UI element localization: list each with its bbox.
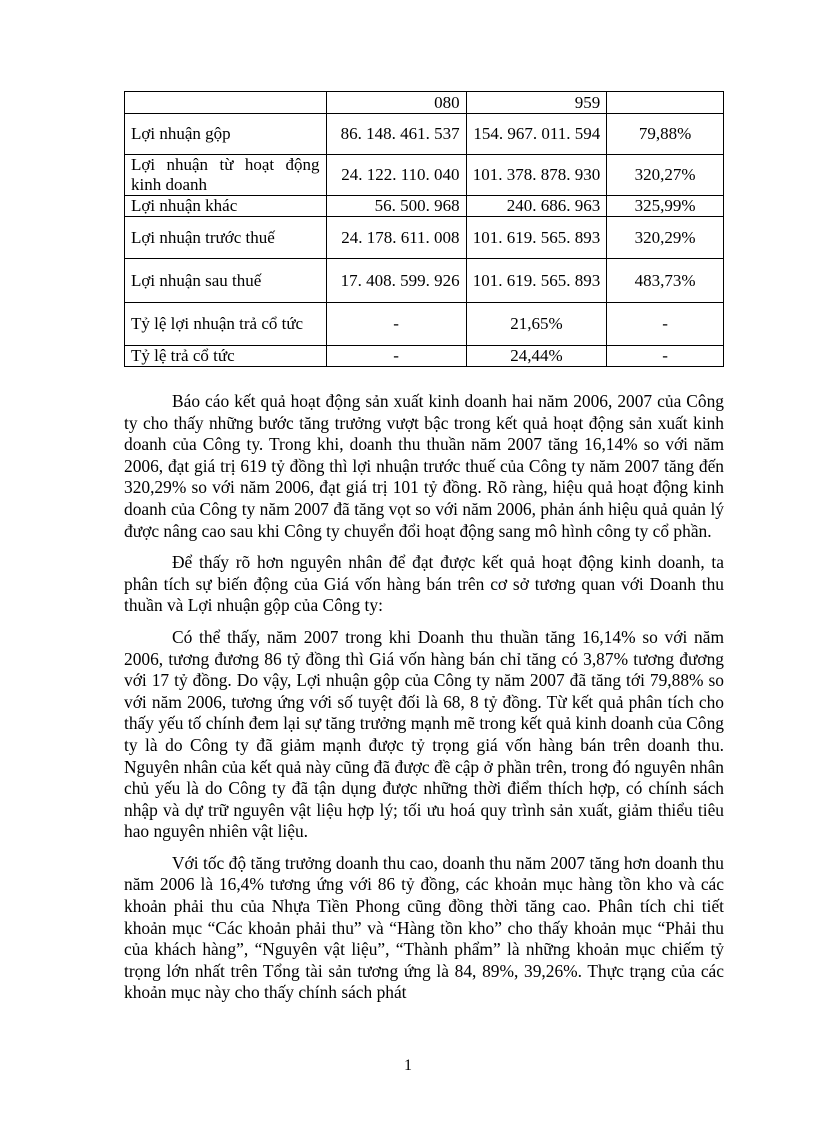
- change-percent: 483,73%: [607, 259, 724, 303]
- table-row: [125, 155, 724, 196]
- table-row: [125, 92, 724, 114]
- table-row: [125, 196, 724, 217]
- paragraph: Để thấy rõ hơn nguyên nhân để đạt được kết quả hoạt động kinh doanh, ta phân tích sự biến động của Giá vốn hàng bán trên cơ sở tương quan với Doanh thu thuần và Lợi nhuận gộp của Công ty:: [124, 552, 724, 616]
- change-percent: -: [607, 346, 724, 367]
- row-label: Tỷ lệ lợi nhuận trả cổ tức: [125, 303, 327, 346]
- value-2006: 24. 178. 611. 008: [326, 217, 466, 259]
- change-percent: -: [607, 303, 724, 346]
- value-2006: 17. 408. 599. 926: [326, 259, 466, 303]
- change-percent: 320,27%: [607, 155, 724, 196]
- change-percent: 320,29%: [607, 217, 724, 259]
- change-percent: 79,88%: [607, 114, 724, 155]
- table-row: [125, 346, 724, 367]
- value-2006: 24. 122. 110. 040: [326, 155, 466, 196]
- value-2007: 959: [466, 92, 607, 114]
- value-2007: 101. 619. 565. 893: [466, 259, 607, 303]
- table-row: [125, 217, 724, 259]
- paragraph: Báo cáo kết quả hoạt động sản xuất kinh doanh hai năm 2006, 2007 của Công ty cho thấy những bước tăng trưởng vượt bậc trong kết quả hoạt động sản xuất kinh doanh của Công ty. Trong khi, doanh thu thuần năm 2007 tăng 16,14% so với năm 2006, đạt giá trị 619 tỷ đồng thì lợi nhuận trước thuế của Công ty năm 2007 tăng đến 320,29% so với năm 2006, đạt giá trị 101 tỷ đồng. Rõ ràng, hiệu quả hoạt động kinh doanh của Công ty năm 2007 đã tăng vọt so với năm 2006, phản ánh hiệu quả quản lý được nâng cao sau khi Công ty chuyển đổi hoạt động sang mô hình công ty cổ phần.: [124, 391, 724, 541]
- value-2007: 21,65%: [466, 303, 607, 346]
- value-2006: 080: [326, 92, 466, 114]
- financial-results-table: [124, 91, 724, 367]
- row-label: [125, 92, 327, 114]
- value-2007: 240. 686. 963: [466, 196, 607, 217]
- paragraph: Có thể thấy, năm 2007 trong khi Doanh thu thuần tăng 16,14% so với năm 2006, tương đương 86 tỷ đồng thì Giá vốn hàng bán chỉ tăng có 3,87% tương đương với 17 tỷ đồng. Do vậy, Lợi nhuận gộp của Công ty năm 2007 đã tăng tới 79,88% so với năm 2006, tương ứng với số tuyệt đối là 68, 8 tỷ đồng. Từ kết quả phân tích cho thấy yếu tố chính đem lại sự tăng trưởng mạnh mẽ trong kết quả kinh doanh của Công ty là do Công ty đã giảm mạnh được tỷ trọng giá vốn hàng bán trên doanh thu. Nguyên nhân của kết quả này cũng đã được đề cập ở phần trên, trong đó nguyên nhân chủ yếu là do Công ty đã tận dụng được những thời điểm thích hợp, có chính sách nhập và dự trữ nguyên vật liệu hợp lý; tối ưu hoá quy trình sản xuất, giảm thiểu tiêu hao nguyên nhiên vật liệu.: [124, 626, 724, 842]
- row-label: Lợi nhuận gộp: [125, 114, 327, 155]
- row-label: Tỷ lệ trả cổ tức: [125, 346, 327, 367]
- page-number: 1: [404, 1057, 412, 1074]
- table-row: [125, 259, 724, 303]
- row-label: Lợi nhuận khác: [125, 196, 327, 217]
- row-label: Lợi nhuận sau thuế: [125, 259, 327, 303]
- row-label: Lợi nhuận trước thuế: [125, 217, 327, 259]
- row-label: Lợi nhuận từ hoạt động kinh doanh: [125, 155, 327, 196]
- value-2006: -: [326, 303, 466, 346]
- body-text: [124, 391, 724, 1014]
- value-2007: 24,44%: [466, 346, 607, 367]
- value-2007: 101. 378. 878. 930: [466, 155, 607, 196]
- value-2006: -: [326, 346, 466, 367]
- value-2006: 86. 148. 461. 537: [326, 114, 466, 155]
- value-2007: 101. 619. 565. 893: [466, 217, 607, 259]
- value-2007: 154. 967. 011. 594: [466, 114, 607, 155]
- change-percent: 325,99%: [607, 196, 724, 217]
- paragraph: Với tốc độ tăng trưởng doanh thu cao, doanh thu năm 2007 tăng hơn doanh thu năm 2006 là 16,4% tương ứng với 86 tỷ đồng, các khoản mục hàng tồn kho và các khoản phải thu của Nhựa Tiền Phong cũng đồng thời tăng cao. Phân tích chi tiết khoản mục “Các khoản phải thu” và “Hàng tồn kho” cho thấy khoản mục “Phải thu của khách hàng”, “Nguyên vật liệu”, “Thành phẩm” là những khoản mục chiếm tỷ trọng lớn nhất trên Tổng tài sản tương ứng là 84, 89%, 39,26%. Thực trạng của các khoản mục này cho thấy chính sách phát: [124, 852, 724, 1003]
- value-2006: 56. 500. 968: [326, 196, 466, 217]
- change-percent: [607, 92, 724, 114]
- table-row: [125, 114, 724, 155]
- table-row: [125, 303, 724, 346]
